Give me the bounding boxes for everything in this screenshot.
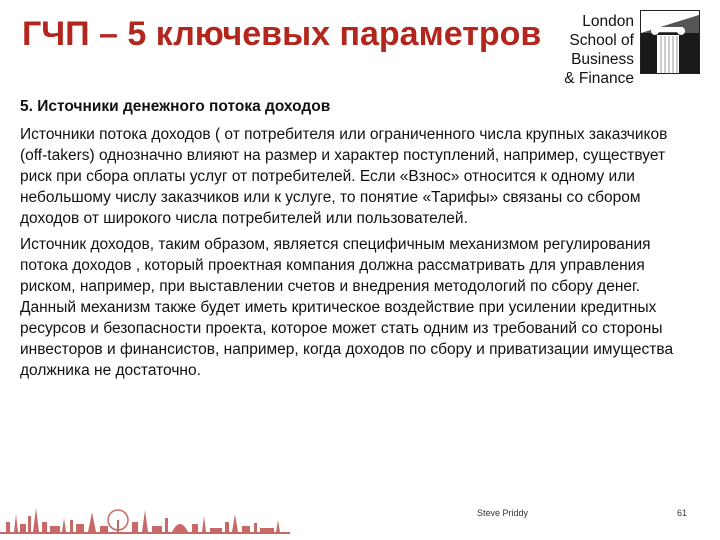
column-emblem-graphic [641,11,699,73]
body-paragraph-1: Источники потока доходов ( от потребителя или ограниченного числа крупных заказчиков (off-takers) однозначно влияют на размер и характер поступлений, например, существует риск при сбора оплаты услуг от потребителей. Если «Взнос» относится к одному или небольшому числу заказчиков или к услуге, то понятие «Тарифы» связаны со сбором доходов от широкого числа потребителей или пользователей. [20,126,668,227]
footer-author: Steve Priddy [477,508,529,518]
body-paragraph-2: Источник доходов, таким образом, является специфичным механизмом регулирования потока доходов , который проектная компания должна рассматривать для управления риском, например, при выставлении счетов и внедрения методологий по сбору денег. Данный механизм также будет иметь критическое воздействие при усилении кредитных ресурсов и безопасности проекта, которое может стать одним из требований со стороны инвесторов и финансистов, например, когда доходов по сбору и приватизации имущества должника не достаточно. [20,236,674,379]
logo-line-2: School of Business [569,32,634,68]
column-emblem-icon [640,10,700,74]
page-number: 61 [677,508,688,518]
slide-title: ГЧП – 5 ключевых параметров [22,15,542,53]
section-subheading: 5. Источники денежного потока доходов [20,98,331,115]
logo-line-3: & Finance [564,70,634,87]
logo-line-1: London [582,13,634,30]
school-logo [510,10,700,87]
slide-body [20,96,692,386]
city-skyline-decoration [0,486,290,540]
logo-text [510,12,634,88]
